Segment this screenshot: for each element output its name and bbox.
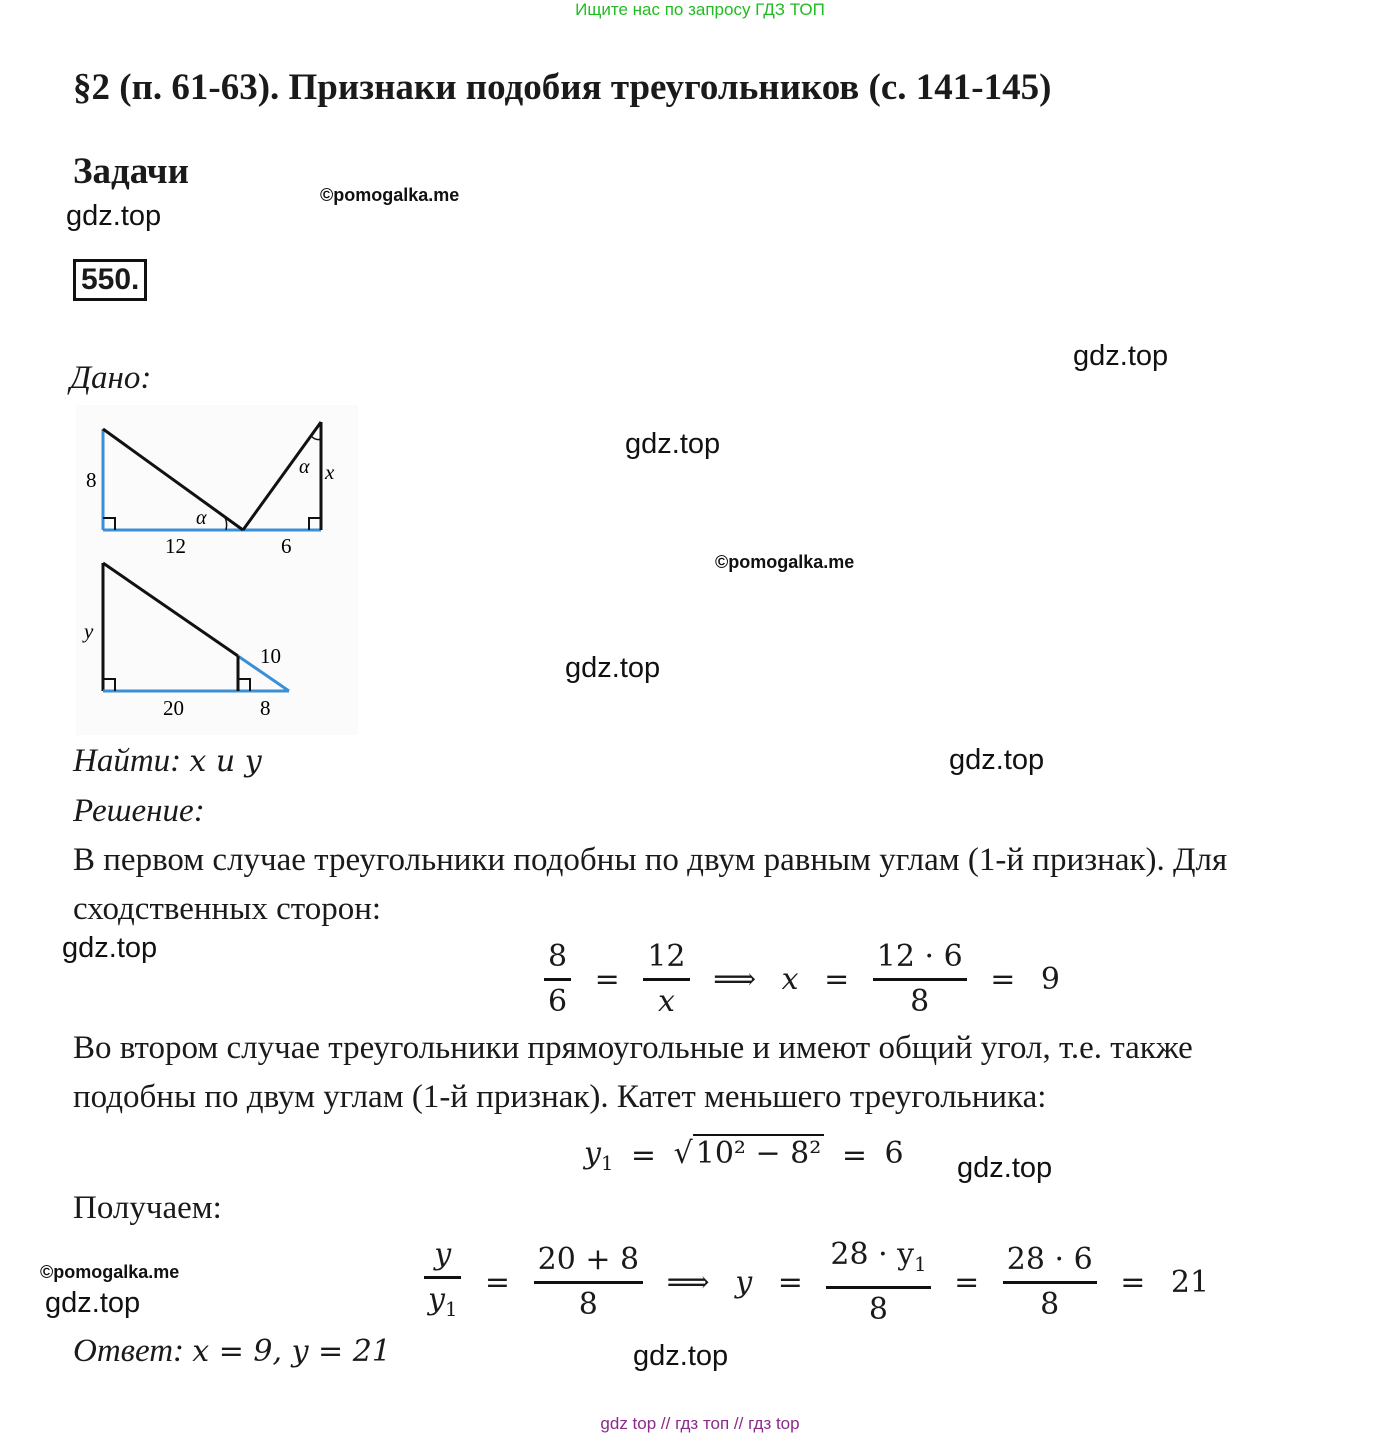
- top-right-side-label: x: [325, 460, 335, 484]
- bottom-left-side-label: y: [84, 619, 94, 643]
- watermark: gdz.top: [625, 428, 721, 460]
- watermark: gdz.top: [66, 200, 162, 232]
- right-angle-mark: [309, 518, 321, 530]
- bottom-hyp-label: 10: [260, 644, 281, 668]
- para1-line2: сходственных сторон:: [73, 891, 382, 927]
- watermark: gdz.top: [62, 932, 158, 964]
- watermark: gdz.top: [45, 1287, 141, 1319]
- angle-label: α: [196, 507, 207, 529]
- top-left-side-label: 8: [86, 468, 97, 492]
- angle-label: α: [299, 456, 310, 478]
- watermark: gdz.top: [949, 744, 1045, 776]
- equation-2: $y_1$ = √ 10² − 8² = 6: [584, 1136, 904, 1175]
- para1-line1: В первом случае треугольники подобны по двум равным углам (1-й признак). Для: [73, 842, 1228, 878]
- para2-line1: Во втором случае треугольники прямоугольные и имеют общий угол, т.е. также: [73, 1030, 1193, 1066]
- para2-line2: подобны по двум углам (1-й признак). Катет меньшего треугольника:: [73, 1079, 1047, 1115]
- right-angle-mark: [103, 679, 115, 691]
- find-line: Найти: x и y: [73, 743, 262, 779]
- right-angle-mark: [103, 518, 115, 530]
- top-bottom-left-label: 12: [165, 534, 186, 558]
- triangle-diagram: [76, 405, 358, 735]
- watermark: gdz.top: [565, 652, 661, 684]
- copyright-watermark: ©pomogalka.me: [715, 552, 855, 572]
- page-title: §2 (п. 61-63). Признаки подобия треугольников (с. 141-145): [73, 67, 1052, 108]
- bottom-hyp: [103, 563, 238, 656]
- solution-label: Решение:: [73, 793, 205, 829]
- watermark: gdz.top: [633, 1340, 729, 1372]
- bottom-base-right-label: 8: [260, 696, 271, 720]
- section-subtitle: Задачи: [73, 151, 189, 192]
- equation-3: $\frac{y}{y_1}$ = $\frac{20 + 8}{8}$ ⟹ y = $\frac{28 \cdot y_1}{8}$ = $\frac{28 \cdot 6}{8}$ = 21: [418, 1234, 1217, 1331]
- copyright-watermark: ©pomogalka.me: [40, 1262, 180, 1282]
- para3: Получаем:: [73, 1190, 222, 1226]
- right-angle-mark: [238, 679, 250, 691]
- answer-text: x = 9, y = 21: [192, 1334, 391, 1369]
- bottom-base-left-label: 20: [163, 696, 184, 720]
- answer-line: Ответ: x = 9, y = 21: [73, 1333, 391, 1369]
- problem-number: 550.: [73, 259, 147, 301]
- watermark: gdz.top: [957, 1152, 1053, 1184]
- footer-links[interactable]: gdz top // гдз топ // гдз top: [600, 1414, 800, 1433]
- find-text: x и y: [189, 744, 262, 779]
- top-bottom-right-label: 6: [281, 534, 292, 558]
- top-left-hyp: [103, 429, 243, 530]
- equation-1: $\frac{8}{6}$ = $\frac{12}{x}$ ⟹ x = $\frac{12 \cdot 6}{8}$ = 9: [538, 936, 1068, 1023]
- watermark: gdz.top: [1073, 340, 1169, 372]
- copyright-watermark: ©pomogalka.me: [320, 185, 460, 205]
- triangle-figure: [76, 405, 358, 735]
- given-label: Дано:: [70, 360, 152, 396]
- top-banner[interactable]: Ищите нас по запросу ГДЗ ТОП: [575, 0, 825, 19]
